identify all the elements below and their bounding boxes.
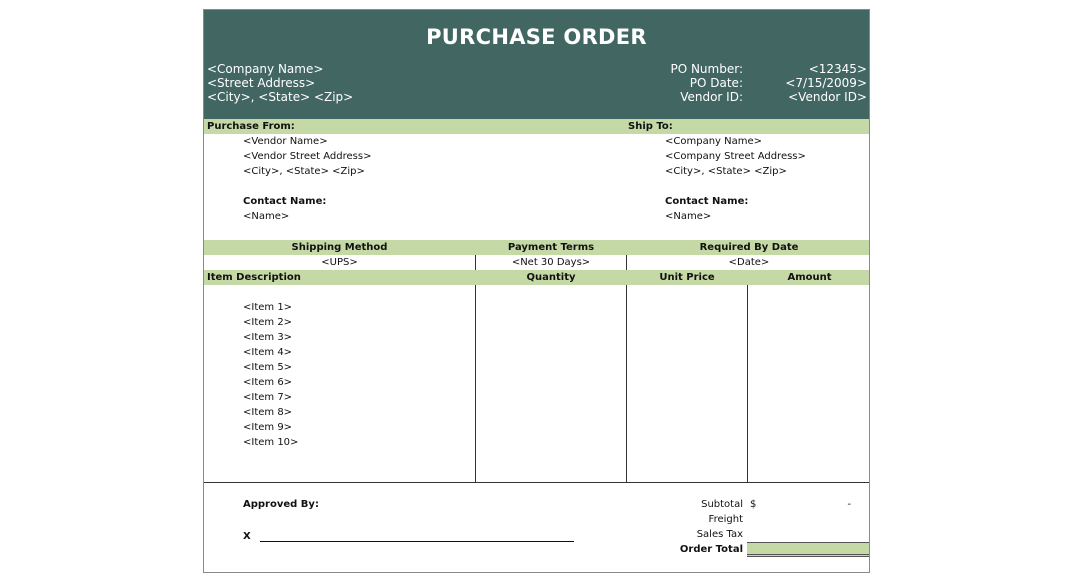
po-number-value: <12345> [808, 62, 867, 76]
purchase-order-document [203, 9, 870, 573]
vendor-id-label: Vendor ID: [680, 90, 743, 104]
unit-price-column-divider [626, 285, 627, 482]
address-band [204, 119, 869, 134]
amount-header: Amount [787, 272, 832, 283]
ship-to-heading: Ship To: [628, 121, 673, 132]
ship-city-state-zip: <City>, <State> <Zip> [665, 166, 787, 177]
terms-divider [475, 255, 476, 270]
signature-line[interactable] [260, 541, 574, 542]
po-date-label: PO Date: [689, 76, 743, 90]
po-date-value: <7/15/2009> [785, 76, 867, 90]
line-item: <Item 8> [243, 407, 293, 418]
order-total-value-box [747, 542, 870, 557]
company-name: <Company Name> [207, 62, 324, 76]
unit-price-header: Unit Price [659, 272, 715, 283]
company-street: <Street Address> [207, 76, 316, 90]
line-item: <Item 2> [243, 317, 293, 328]
line-item: <Item 10> [243, 437, 299, 448]
shipping-method-header: Shipping Method [291, 242, 388, 253]
item-description-header: Item Description [207, 272, 301, 283]
company-city-state-zip: <City>, <State> <Zip> [207, 90, 354, 104]
approved-by-label: Approved By: [243, 499, 319, 510]
line-item: <Item 1> [243, 302, 293, 313]
order-total-label: Order Total [679, 544, 743, 555]
subtotal-label: Subtotal [701, 499, 743, 510]
quantity-column-divider [475, 285, 476, 482]
po-number-label: PO Number: [670, 62, 743, 76]
payment-terms-value: <Net 30 Days> [511, 257, 591, 268]
vendor-contact-label: Contact Name: [243, 196, 327, 207]
po-header [204, 10, 869, 119]
ship-company-street: <Company Street Address> [665, 151, 806, 162]
ship-contact-value: <Name> [665, 211, 712, 222]
shipping-method-value: <UPS> [321, 257, 358, 268]
line-item: <Item 4> [243, 347, 293, 358]
vendor-street: <Vendor Street Address> [243, 151, 372, 162]
currency-symbol: $ [750, 499, 757, 510]
required-by-date-header: Required By Date [699, 242, 799, 253]
line-item: <Item 5> [243, 362, 293, 373]
page-title: PURCHASE ORDER [426, 25, 647, 49]
vendor-name: <Vendor Name> [243, 136, 328, 147]
subtotal-value: - [847, 499, 851, 510]
signature-x-mark: X [243, 531, 251, 542]
terms-divider [626, 255, 627, 270]
vendor-contact-value: <Name> [243, 211, 290, 222]
sales-tax-label: Sales Tax [696, 529, 743, 540]
payment-terms-header: Payment Terms [507, 242, 595, 253]
ship-contact-label: Contact Name: [665, 196, 749, 207]
purchase-from-heading: Purchase From: [207, 121, 295, 132]
quantity-header: Quantity [526, 272, 576, 283]
vendor-id-value: <Vendor ID> [788, 90, 867, 104]
required-by-date-value: <Date> [728, 257, 770, 268]
vendor-city-state-zip: <City>, <State> <Zip> [243, 166, 365, 177]
line-item: <Item 7> [243, 392, 293, 403]
ship-company-name: <Company Name> [665, 136, 763, 147]
freight-label: Freight [708, 514, 743, 525]
amount-column-divider [747, 285, 748, 482]
items-table-bottom-border [204, 482, 870, 483]
line-item: <Item 6> [243, 377, 293, 388]
line-item: <Item 3> [243, 332, 293, 343]
line-item: <Item 9> [243, 422, 293, 433]
